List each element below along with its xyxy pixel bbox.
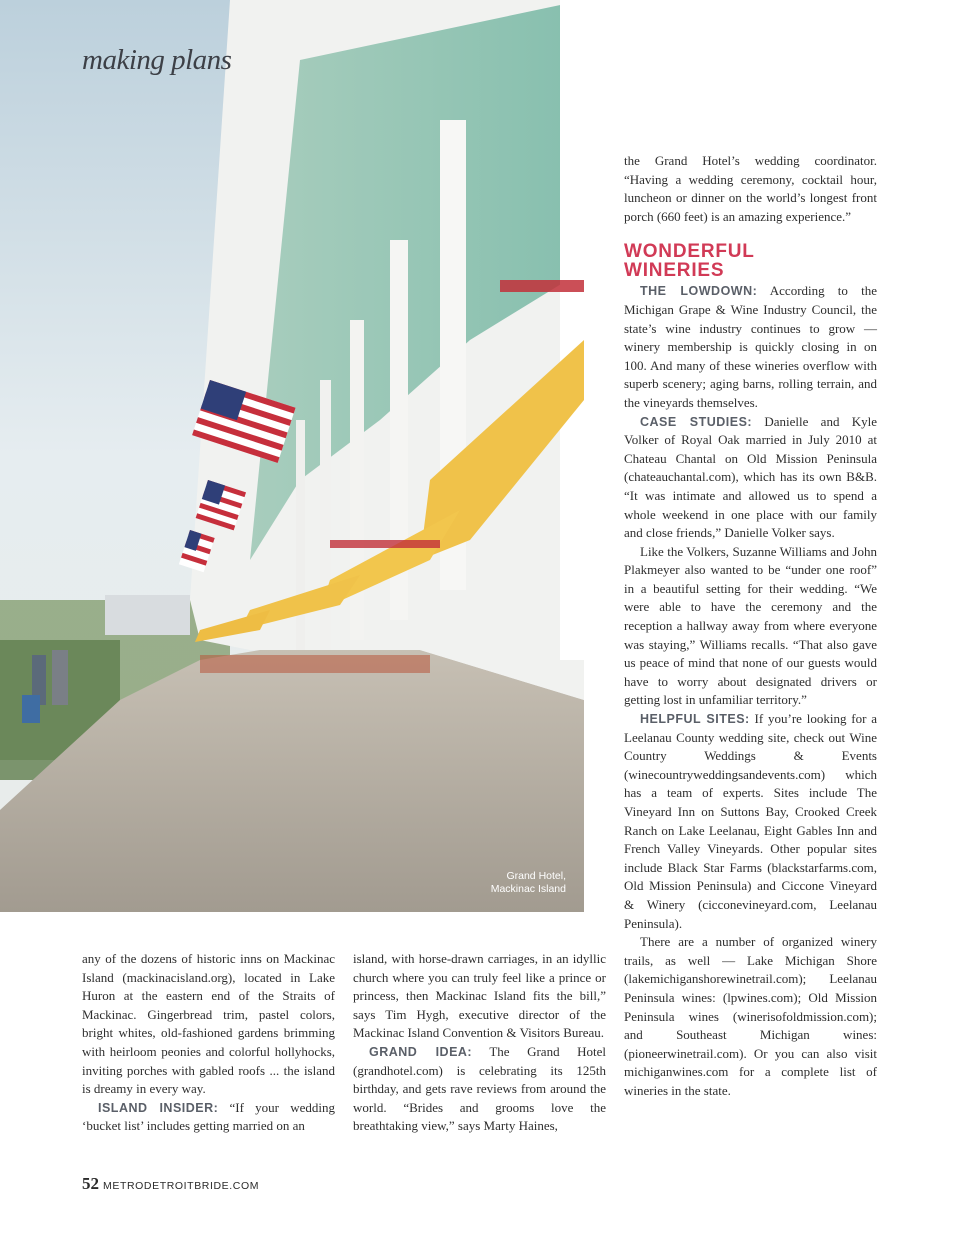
- paragraph-text: Danielle and Kyle Volker of Royal Oak married in July 2010 at Chateau Chantal on Old Mission Peninsula (chateauchantal.com), which has its own B&B. “It was intimate and allowed us to spend a whole weekend in one place with our family and close friends,” Danielle Volker says.: [624, 413, 877, 541]
- heading-line: WINERIES: [624, 260, 725, 282]
- paragraph: island, with horse-drawn carriages, in an idyllic church where you can truly feel like a prince or princess, then Mackinac Island fits the bill,” says Tim Hygh, executive director of the Mackinac Island Convention & Visitors Bureau.: [353, 951, 606, 1041]
- caption-line: Grand Hotel,: [506, 870, 566, 882]
- site-name: METRODETROITBRIDE.COM: [103, 1180, 260, 1192]
- page-number: 52: [82, 1174, 99, 1193]
- paragraph: There are a number of organized winery trails, as well — Lake Michigan Shore (lakemichiganshorewinetrail.com); Leelanau Peninsula wines: (lpwines.com); Old Mission Peninsula wines (winerisofoldmission.com); and Southeast Michigan wines: (pioneerwinetrail.com). Or you can also visit michiganwines.com for a complete list of wineries in the state.: [624, 934, 877, 1098]
- section-heading: [624, 242, 877, 280]
- page-folio: [82, 1174, 259, 1194]
- paragraph: Like the Volkers, Suzanne Williams and John Plakmeyer also wanted to be “under one roof” in a beautiful setting for their wedding. “We were able to have the ceremony and the reception a hallway away from where everyone was staying,” Williams recalls. “That also gave us peace of mind that none of our guests would have to worry about designated drivers or getting lost in unfamiliar territory.”: [624, 543, 877, 708]
- paragraph-text: If you’re looking for a Leelanau County wedding site, check out Wine Country Weddings & Events (winecountryweddingsandevents.com) which has a team of experts. Sites include The Vineyard Inn on Suttons Bay, Crooked Creek Ranch on Lake Leelanau, Eight Gables Inn and French Valley Vineyards. Other popular sites include Black Star Farms (blackstarfarms.com, Old Mission Peninsula) and Ciccone Vineyard & Winery (cicconevineyard.com, Leelanau Peninsula).: [624, 711, 877, 931]
- paragraph: [82, 1099, 335, 1136]
- caption-line: Mackinac Island: [490, 883, 566, 895]
- run-in-heading: THE LOWDOWN:: [640, 284, 758, 299]
- heading-line: WONDERFUL: [624, 241, 755, 263]
- paragraph-text: According to the Michigan Grape & Wine Industry Council, the state’s wine industry continues to grow — winery membership is quickly closing in on 100. And many of these wineries overflow with superb scenery; aging barns, rolling terrain, and the vineyards themselves.: [624, 283, 877, 410]
- hotel-photo: [0, 0, 584, 912]
- grand-hotel-illustration: [0, 0, 584, 912]
- article-column-2: [353, 950, 606, 1136]
- section-kicker: making plans: [82, 44, 232, 76]
- paragraph-text: The Grand Hotel (grandhotel.com) is celebrating its 125th birthday, and gets rave reviews from around the world. “Brides and grooms love the breathtaking view,” says Marty Haines,: [353, 1043, 606, 1134]
- article-column-3: [624, 152, 877, 1101]
- paragraph: any of the dozens of historic inns on Mackinac Island (mackinacisland.org), located in Lake Huron at the eastern end of the Straits of Mackinac. Gingerbread trim, pastel colors, bright whites, old-fashioned gardens brimming with heirloom peonies and colorful hollyhocks, inviting porches with gabled roofs ... the island is dreamy in every way.: [82, 951, 335, 1097]
- paragraph: [624, 413, 877, 543]
- paragraph-text: “If your wedding ‘bucket list’ includes getting married on an: [82, 1099, 335, 1134]
- run-in-heading: GRAND IDEA:: [369, 1044, 473, 1059]
- paragraph: [624, 282, 877, 412]
- run-in-heading: CASE STUDIES:: [640, 414, 753, 429]
- paragraph: [353, 1043, 606, 1136]
- run-in-heading: HELPFUL SITES:: [640, 712, 750, 727]
- article-column-1: [82, 950, 335, 1136]
- run-in-heading: ISLAND INSIDER:: [98, 1100, 219, 1115]
- paragraph: [624, 710, 877, 933]
- paragraph: the Grand Hotel’s wedding coordinator. “Having a wedding ceremony, cocktail hour, luncheon or dinner on the world’s longest front porch (660 feet) is an amazing experience.”: [624, 153, 877, 224]
- photo-caption: [491, 870, 566, 896]
